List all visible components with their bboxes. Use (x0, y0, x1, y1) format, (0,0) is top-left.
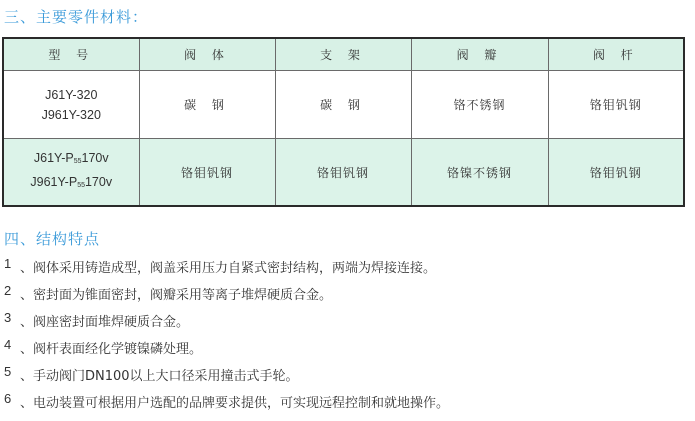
item-text: 、密封面为锥面密封，阀瓣采用等离子堆焊硬质合金。 (20, 288, 333, 303)
model-cell (3, 139, 139, 207)
model-line (4, 172, 139, 196)
list-item (4, 281, 449, 308)
table-row (3, 71, 684, 139)
model-suffix: 170v (84, 175, 113, 189)
section-title-features: 四、结构特点 (4, 230, 101, 248)
model-subscript: 55 (73, 158, 82, 165)
header-model: 型 号 (3, 38, 139, 71)
item-text: 、阀杆表面经化学镀镍磷处理。 (20, 342, 203, 357)
item-number: 4 (4, 337, 12, 352)
model-prefix: J961Y-P (30, 175, 78, 189)
model-prefix: J61Y-P (33, 151, 74, 165)
body-material-cell: 铬钼钒钢 (139, 139, 275, 207)
list-item (4, 389, 449, 416)
bracket-material-cell: 铬钼钒钢 (275, 139, 411, 207)
table-header-row (3, 38, 684, 71)
item-text: 、电动装置可根据用户选配的品牌要求提供，可实现远程控制和就地操作。 (20, 396, 450, 411)
item-text: 、阀座密封面堆焊硬质合金。 (20, 315, 190, 330)
item-text: 、阀体采用铸造成型，阀盖采用压力自紧式密封结构，两端为焊接连接。 (20, 261, 437, 276)
model-line: J61Y-320 (45, 87, 98, 102)
table-row (3, 139, 684, 207)
header-body: 阀 体 (139, 38, 275, 71)
section-title-materials: 三、主要零件材料： (4, 8, 149, 26)
item-number: 6 (4, 391, 12, 406)
model-line (4, 148, 139, 172)
list-item (4, 308, 449, 335)
item-number: 3 (4, 310, 12, 325)
disc-material-cell: 铬不锈钢 (411, 71, 548, 139)
model-subscript: 55 (77, 182, 85, 189)
item-number: 5 (4, 364, 12, 379)
model-line: J961Y-320 (41, 107, 101, 122)
header-bracket: 支 架 (275, 38, 411, 71)
features-list (4, 254, 449, 416)
model-cell (3, 71, 139, 139)
stem-material-cell: 铬钼钒钢 (548, 139, 684, 207)
list-item (4, 254, 449, 281)
item-text: 、手动阀门DN100以上大口径采用撞击式手轮。 (20, 369, 299, 384)
body-material-cell: 碳 钢 (139, 71, 275, 139)
list-item (4, 335, 449, 362)
bracket-material-cell: 碳 钢 (275, 71, 411, 139)
model-suffix: 170v (81, 151, 109, 165)
list-item (4, 362, 449, 389)
header-stem: 阀 杆 (548, 38, 684, 71)
header-disc: 阀 瓣 (411, 38, 548, 71)
materials-table (2, 37, 685, 207)
item-number: 2 (4, 283, 12, 298)
stem-material-cell: 铬钼钒钢 (548, 71, 684, 139)
disc-material-cell: 铬镍不锈钢 (411, 139, 548, 207)
item-number: 1 (4, 256, 12, 271)
